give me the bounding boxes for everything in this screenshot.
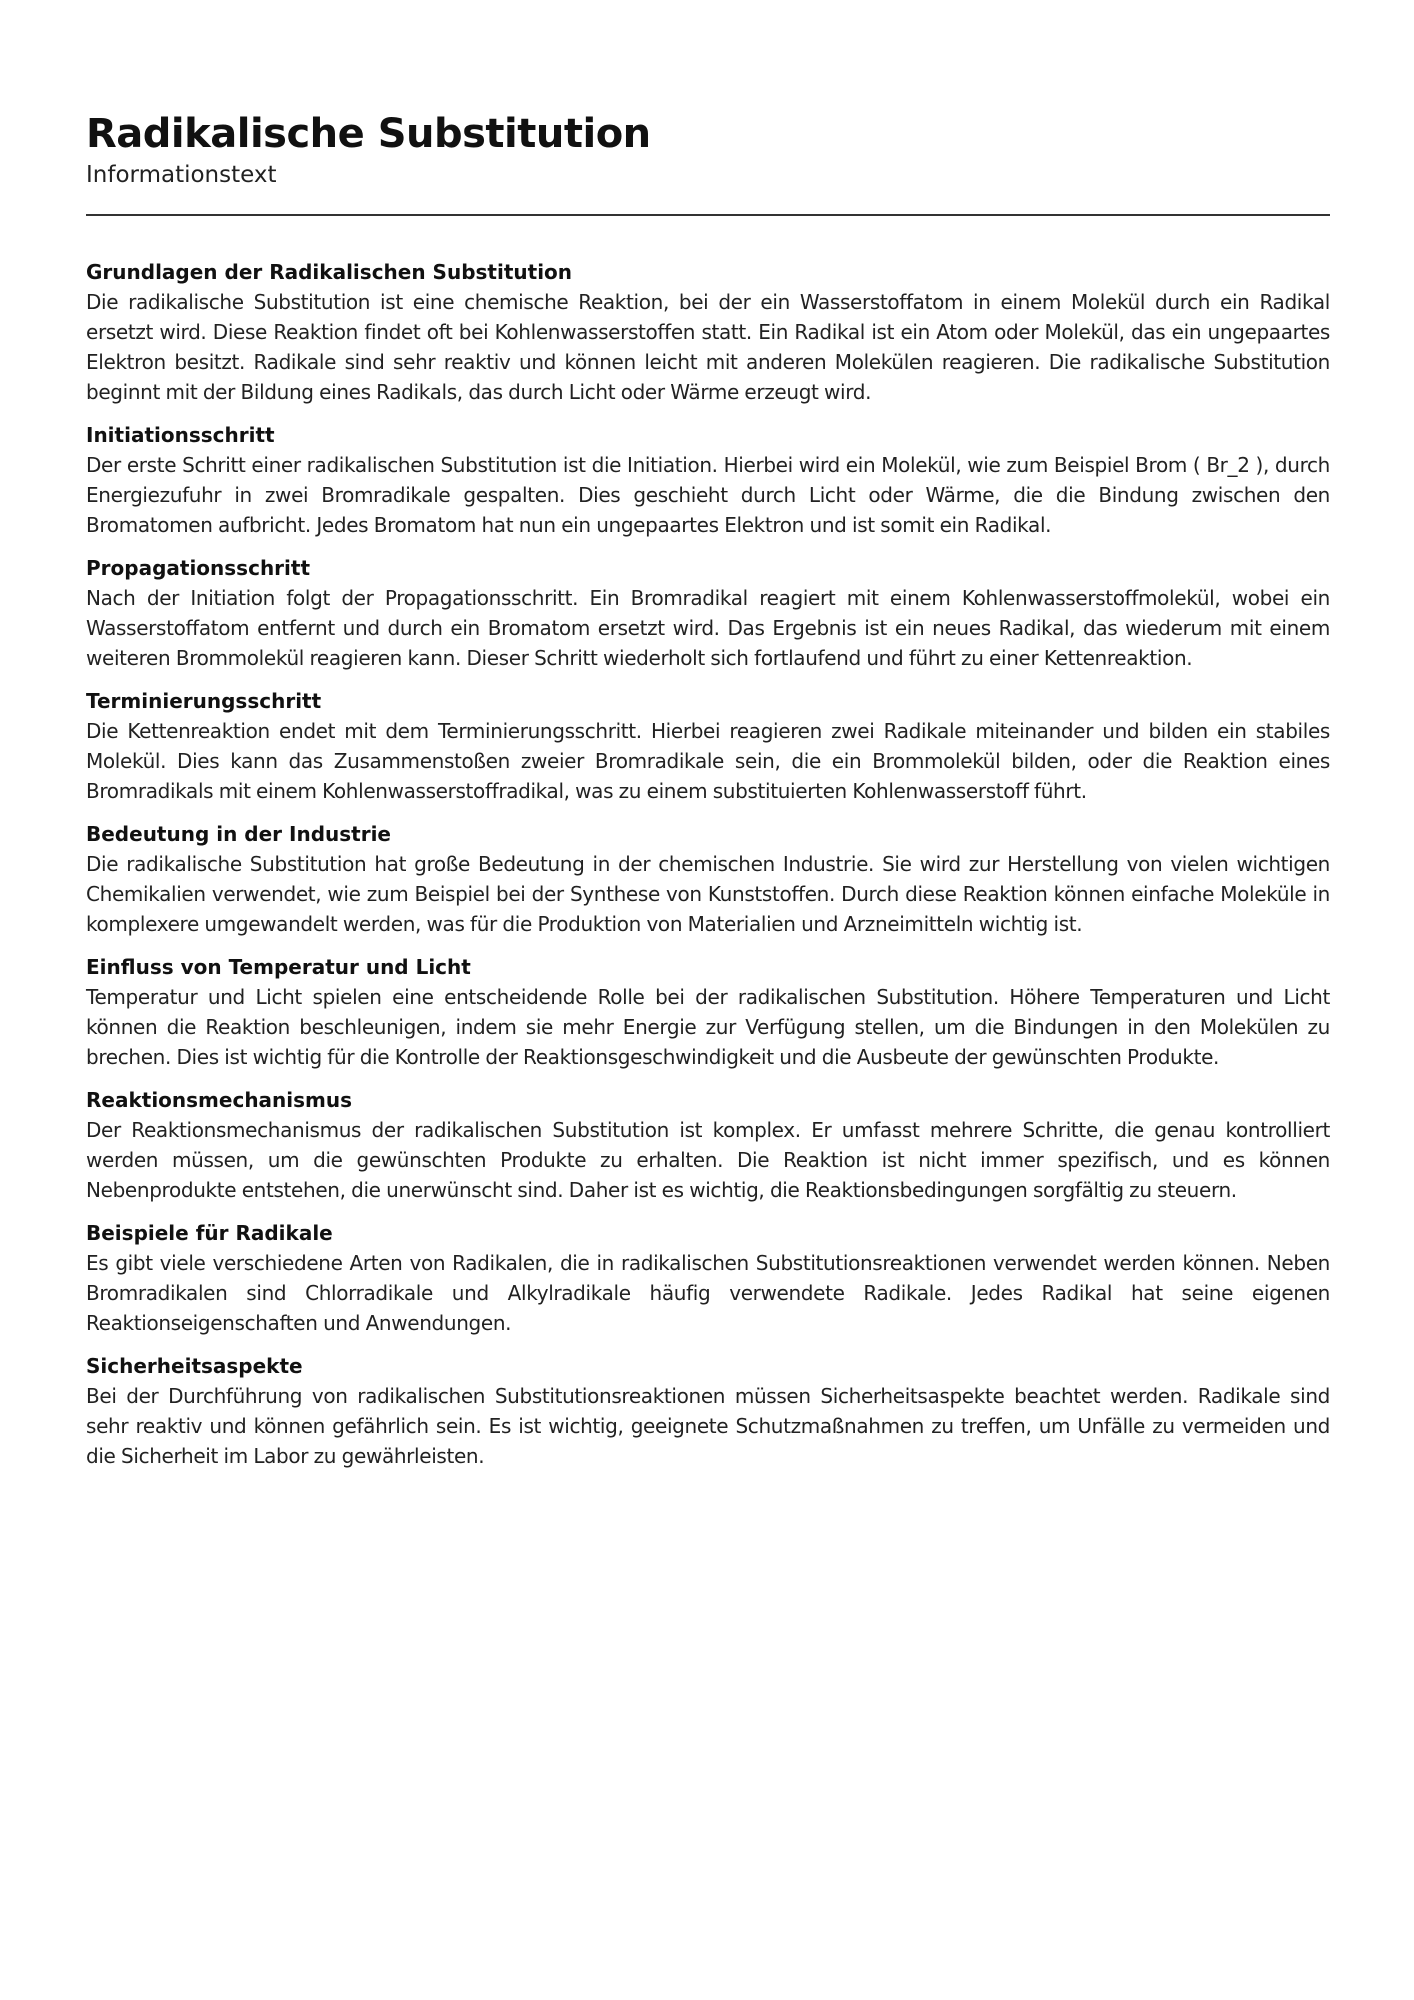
- section-body: Bei der Durchführung von radikalischen Substitutionsreaktionen müssen Sicherheitsaspekte beachtet werden. Radikale sind sehr reaktiv und können gefährlich sein. Es ist wichtig, geeignete Schutzmaßnahmen zu treffen, um Unfälle zu vermeiden und die Sicherheit im Labor zu gewährleisten.: [86, 1384, 1330, 1468]
- section-body: Der Reaktionsmechanismus der radikalischen Substitution ist komplex. Er umfasst mehrere Schritte, die genau kontrolliert werden müssen, um die gewünschten Produkte zu erhalten. Die Reaktion ist nicht immer spezifisch, und es können Nebenprodukte entstehen, die unerwünscht sind. Daher ist es wichtig, die Reaktionsbedingungen sorgfältig zu steuern.: [86, 1118, 1330, 1202]
- section-bedeutung-industrie: [86, 820, 1330, 939]
- section-beispiele-radikale: [86, 1219, 1330, 1338]
- section-body: Der erste Schritt einer radikalischen Substitution ist die Initiation. Hierbei wird ein Molekül, wie zum Beispiel Brom ( Br_2 ), durch Energiezufuhr in zwei Bromradikale gespalten. Dies geschieht durch Licht oder Wärme, die die Bindung zwischen den Bromatomen aufbricht. Jedes Bromatom hat nun ein ungepaartes Elektron und ist somit ein Radikal.: [86, 453, 1330, 537]
- section-body: Nach der Initiation folgt der Propagationsschritt. Ein Bromradikal reagiert mit einem Kohlenwasserstoffmolekül, wobei ein Wasserstoffatom entfernt und durch ein Bromatom ersetzt wird. Das Ergebnis ist ein neues Radikal, das wiederum mit einem weiteren Brommolekül reagieren kann. Dieser Schritt wiederholt sich fortlaufend und führt zu einer Kettenreaktion.: [86, 586, 1330, 670]
- section-sicherheitsaspekte: [86, 1352, 1330, 1471]
- section-body: Die Kettenreaktion endet mit dem Terminierungsschritt. Hierbei reagieren zwei Radikale miteinander und bilden ein stabiles Molekül. Dies kann das Zusammenstoßen zweier Bromradikale sein, die ein Brommolekül bilden, oder die Reaktion eines Bromradikals mit einem Kohlenwasserstoffradikal, was zu einem substituierten Kohlenwasserstoff führt.: [86, 719, 1330, 803]
- section-heading: Einfluss von Temperatur und Licht: [86, 955, 471, 979]
- section-heading: Sicherheitsaspekte: [86, 1354, 303, 1378]
- section-body: Es gibt viele verschiedene Arten von Radikalen, die in radikalischen Substitutionsreaktionen verwendet werden können. Neben Bromradikalen sind Chlorradikale und Alkylradikale häufig verwendete Radikale. Jedes Radikal hat seine eigenen Reaktionseigenschaften und Anwendungen.: [86, 1251, 1330, 1335]
- section-heading: Beispiele für Radikale: [86, 1221, 333, 1245]
- sections-container: [86, 258, 1330, 1471]
- title-divider: [86, 214, 1330, 216]
- section-heading: Initiationsschritt: [86, 423, 275, 447]
- section-heading: Grundlagen der Radikalischen Substitution: [86, 260, 573, 284]
- section-heading: Propagationsschritt: [86, 556, 311, 580]
- section-heading: Bedeutung in der Industrie: [86, 822, 391, 846]
- section-body: Die radikalische Substitution hat große Bedeutung in der chemischen Industrie. Sie wird zur Herstellung von vielen wichtigen Chemikalien verwendet, wie zum Beispiel bei der Synthese von Kunststoffen. Durch diese Reaktion können einfache Moleküle in komplexere umgewandelt werden, was für die Produktion von Materialien und Arzneimitteln wichtig ist.: [86, 852, 1330, 936]
- section-heading: Reaktionsmechanismus: [86, 1088, 353, 1112]
- section-propagationsschritt: [86, 554, 1330, 673]
- document-page: [86, 110, 1330, 1485]
- section-initiationsschritt: [86, 421, 1330, 540]
- section-body: Temperatur und Licht spielen eine entscheidende Rolle bei der radikalischen Substitution. Höhere Temperaturen und Licht können die Reaktion beschleunigen, indem sie mehr Energie zur Verfügung stellen, um die Bindungen in den Molekülen zu brechen. Dies ist wichtig für die Kontrolle der Reaktionsgeschwindigkeit und die Ausbeute der gewünschten Produkte.: [86, 985, 1330, 1069]
- document-title: Radikalische Substitution: [86, 111, 651, 157]
- section-einfluss-temperatur-licht: [86, 953, 1330, 1072]
- section-terminierungsschritt: [86, 687, 1330, 806]
- section-grundlagen: [86, 258, 1330, 407]
- section-heading: Terminierungsschritt: [86, 689, 322, 713]
- document-subtitle: Informationstext: [86, 162, 277, 188]
- section-reaktionsmechanismus: [86, 1086, 1330, 1205]
- section-body: Die radikalische Substitution ist eine chemische Reaktion, bei der ein Wasserstoffatom in einem Molekül durch ein Radikal ersetzt wird. Diese Reaktion findet oft bei Kohlenwasserstoffen statt. Ein Radikal ist ein Atom oder Molekül, das ein ungepaartes Elektron besitzt. Radikale sind sehr reaktiv und können leicht mit anderen Molekülen reagieren. Die radikalische Substitution beginnt mit der Bildung eines Radikals, das durch Licht oder Wärme erzeugt wird.: [86, 290, 1330, 404]
